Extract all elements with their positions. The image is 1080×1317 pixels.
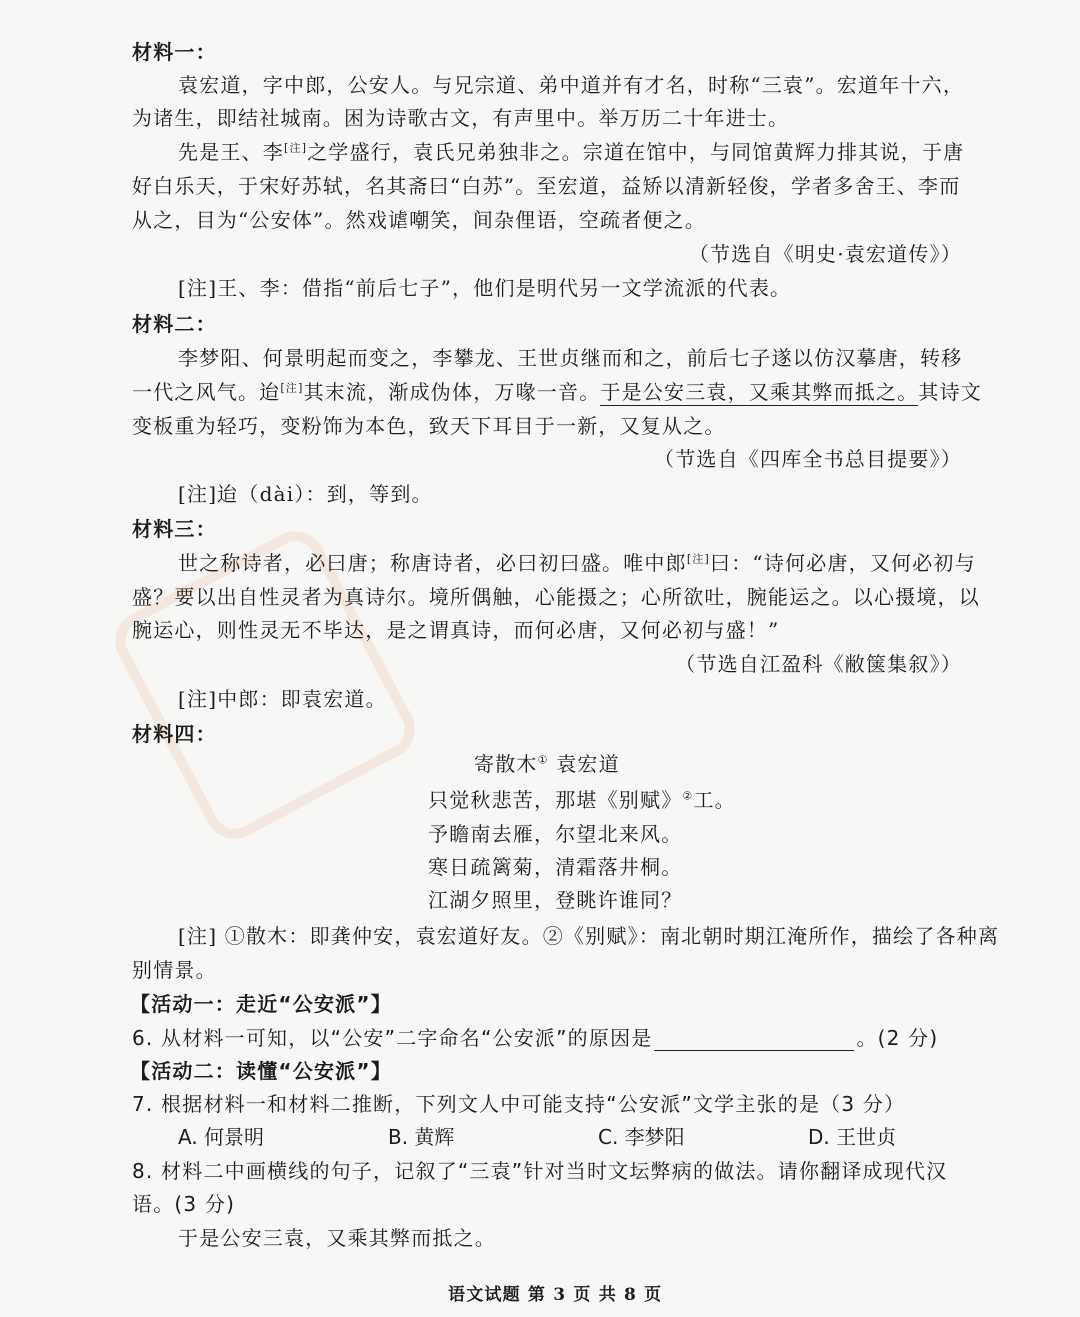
material-3-note: [注]中郎：即袁宏道。: [178, 687, 387, 711]
material-1-para-1-line-1: 袁宏道，字中郎，公安人。与兄宗道、弟中道并有才名，时称“三袁”。宏道年十六，: [178, 73, 965, 97]
material-3-line-1: 世之称诗者，必曰唐；称唐诗者，必曰初曰盛。唯中郎[注]曰：“诗何必唐，又何必初与: [178, 551, 976, 575]
material-2-line-1: 李梦阳、何景明起而变之，李攀龙、王世贞继而和之，前后七子遂以仿汉摹唐，转移: [178, 346, 963, 370]
poem-line-3: 寒日疏篱菊，清霜落井桐。: [428, 855, 683, 879]
material-2-note: [注]迨（dài）：到，等到。: [178, 482, 433, 506]
poem-line-2: 予瞻南去雁，尔望北来风。: [428, 822, 683, 846]
poem-line-1: 只觉秋悲苦，那堪《别赋》②工。: [428, 788, 736, 812]
material-3-heading: 材料三：: [132, 517, 217, 541]
material-2-line-2: 一代之风气。迨[注]其末流，渐成伪体，万喙一音。于是公安三袁，又乘其弊而抵之。其诗文: [132, 380, 983, 404]
question-8-line-1: 8. 材料二中画横线的句子，记叙了“三袁”针对当时文坛弊病的做法。请你翻译成现代汉: [132, 1159, 948, 1183]
material-4-note-line-2: 别情景。: [132, 958, 217, 982]
material-2-heading: 材料二：: [132, 312, 217, 336]
material-1-para-2-line-1: 先是王、李[注]之学盛行，袁氏兄弟独非之。宗道在馆中，与同馆黄辉力排其说，于唐: [178, 140, 965, 164]
material-2-line-3: 变板重为轻巧，变粉饰为本色，致天下耳目于一新，又复从之。: [132, 414, 726, 438]
question-7-option-d[interactable]: D. 王世贞: [808, 1125, 897, 1149]
page-footer: 语文试题 第 3 页 共 8 页: [448, 1285, 663, 1305]
question-7-option-a[interactable]: A. 何景明: [178, 1125, 265, 1149]
poem-title: 寄散木① 袁宏道: [474, 752, 620, 776]
activity-1-heading: 【活动一：走近“公安派”】: [130, 992, 392, 1016]
question-7-option-b[interactable]: B. 黄辉: [388, 1125, 455, 1149]
material-1-para-2-line-3: 从之，目为“公安体”。然戏谑嘲笑，间杂俚语，空疏者便之。: [132, 208, 707, 232]
question-8-line-2: 语。(3 分): [132, 1192, 236, 1216]
question-7-option-c[interactable]: C. 李梦阳: [598, 1125, 685, 1149]
material-3-line-2: 盛？要以出自性灵者为真诗尔。境所偶触，心能摄之；心所欲吐，腕能运之。以心摄境，以: [132, 585, 980, 609]
activity-2-heading: 【活动二：读懂“公安派”】: [130, 1059, 392, 1083]
material-1-note: [注]王、李：借指“前后七子”，他们是明代另一文学流派的代表。: [178, 276, 792, 300]
question-7-stem: 7. 根据材料一和材料二推断，下列文人中可能支持“公安派”文学主张的是（3 分）: [132, 1092, 906, 1116]
poem-line-4: 江湖夕照里，登眺许谁同？: [428, 888, 683, 912]
material-1-heading: 材料一：: [132, 40, 217, 64]
material-3-source: （节选自江盈科《敝箧集叙》）: [675, 652, 962, 676]
material-4-note-line-1: [注] ①散木：即龚仲安，袁宏道好友。②《别赋》：南北朝时期江淹所作，描绘了各种离: [178, 924, 1000, 948]
material-1-para-2-line-2: 好白乐天，于宋好苏轼，名其斋曰“白苏”。至宏道，益矫以清新轻俊，学者多舍王、李而: [132, 174, 961, 198]
material-4-heading: 材料四：: [132, 722, 217, 746]
question-8-quote: 于是公安三袁，又乘其弊而抵之。: [178, 1226, 496, 1250]
underlined-sentence: 于是公安三袁，又乘其弊而抵之。: [600, 380, 919, 404]
material-1-source: （节选自《明史·袁宏道传》）: [688, 242, 962, 266]
material-2-source: （节选自《四库全书总目提要》）: [654, 447, 962, 471]
question-6: 6. 从材料一可知，以“公安”二字命名“公安派”的原因是 。(2 分): [132, 1026, 939, 1050]
answer-blank[interactable]: [654, 1032, 854, 1051]
material-3-line-3: 腕运心，则性灵无不毕达，是之谓真诗，而何必唐，又何必初与盛！”: [132, 618, 780, 642]
material-1-para-1-line-2: 为诸生，即结社城南。困为诗歌古文，有声里中。举万历二十年进士。: [132, 106, 790, 130]
